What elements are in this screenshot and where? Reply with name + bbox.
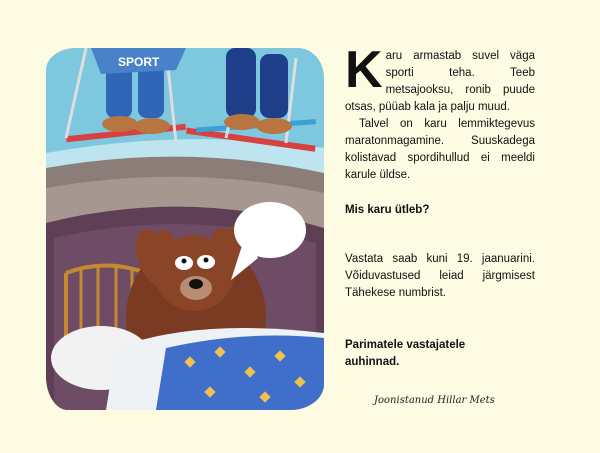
dropcap: K xyxy=(345,41,383,99)
shirt-text: SPORT xyxy=(118,55,160,69)
story-intro xyxy=(345,41,535,116)
story-column xyxy=(345,41,535,368)
bear-illustration xyxy=(46,48,324,410)
illustrator-credit: Joonistanud Hillar Mets xyxy=(374,395,495,406)
intro-text: aru armastab suvel väga sporti teha. Teeb metsajooksu, ronib puude otsas, püüab kala ja palju muud. xyxy=(345,50,535,113)
question-heading: Mis karu ütleb? xyxy=(345,204,430,216)
deadline-text: Vastata saab kuni 19. jaanuarini. Võiduvastused leiad järgmisest Tähekese numbrist. xyxy=(345,253,535,299)
story-winter: Talvel on karu lemmiktegevus maratonmagamine. Suuskadega kolistavad spordihullud ei meeldi karule üldse. xyxy=(345,118,535,181)
prize-text: Parimatele vastajatele auhinnad. xyxy=(345,339,466,368)
